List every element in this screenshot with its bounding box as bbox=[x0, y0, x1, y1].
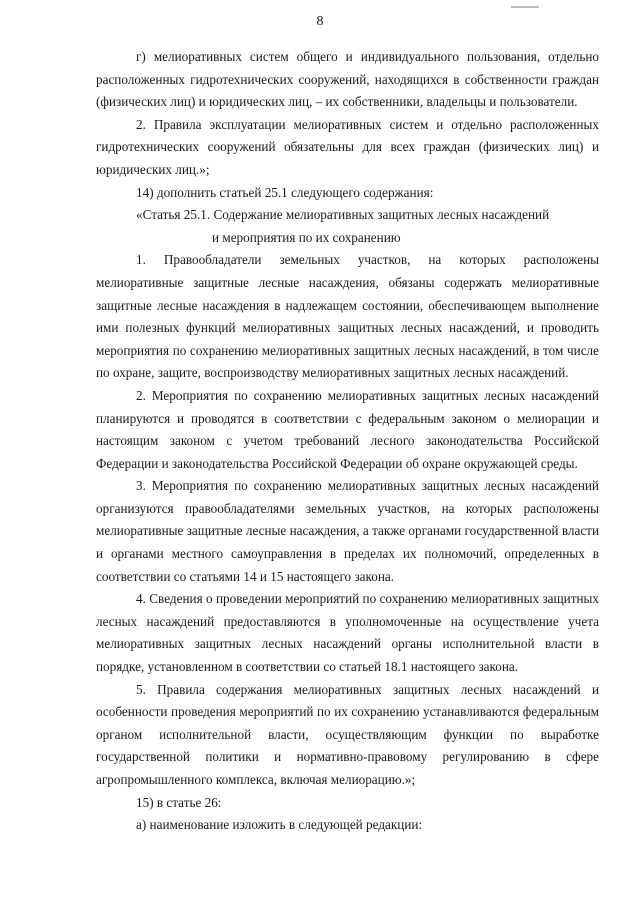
article-title-line-1: «Статья 25.1. Содержание мелиоративных защитных лесных насаждений bbox=[136, 207, 550, 223]
paragraph-rules-exploitation: 2. Правила эксплуатации мелиоративных систем и отдельно расположенных гидротехнических сооружений обязательны для всех граждан (физических лиц) и юридических лиц.»; bbox=[96, 116, 599, 177]
paragraph-clause-1: 1. Правообладатели земельных участков, на которых расположены мелиоративные защитные лесные насаждения, обязаны содержать мелиоративные защитные лесные насаждения в надлежащем состоянии, обеспечивающем выполнение ими полезных функций мелиоративных защитных лесных насаждений, и проводить мероприятия по сохранению мелиоративных защитных лесных насаждений, в том числе по охране, защите, воспроизводству мелиоративных защитных лесных насаждений. bbox=[96, 252, 599, 381]
page-number: 8 bbox=[316, 14, 324, 29]
paragraph-amendment-14: 14) дополнить статьей 25.1 следующего содержания: bbox=[136, 184, 434, 200]
paragraph-clause-2: 2. Мероприятия по сохранению мелиоративных защитных лесных насаждений планируются и проводятся в соответствии с федеральным законом о мелиорации и настоящим законом с учетом требований лесного законодательства Российской Федерации и законодательства Российской Федерации об охране окружающей среды. bbox=[96, 387, 599, 471]
document-body bbox=[96, 46, 599, 837]
paragraph-amendment-15a: а) наименование изложить в следующей редакции: bbox=[136, 817, 423, 833]
scan-artifact bbox=[511, 6, 539, 8]
paragraph-item-g: г) мелиоративных систем общего и индивидуального пользования, отдельно расположенных гидротехнических сооружений, находящихся в собственности граждан (физических лиц) и юридических лиц, – их собственники, владельцы и пользователи. bbox=[96, 49, 599, 110]
paragraph-clause-5: 5. Правила содержания мелиоративных защитных лесных насаждений и особенности проведения мероприятий по их сохранению устанавливаются федеральным органом исполнительной власти, осуществляющим функции по выработке государственной политики и нормативно-правовому регулированию в сфере агропромышленного комплекса, включая мелиорацию.»; bbox=[96, 681, 599, 787]
paragraph-clause-3: 3. Мероприятия по сохранению мелиоративных защитных лесных насаждений организуются правообладателями земельных участков, на которых расположены мелиоративные защитные лесные насаждения, а также органами государственной власти и органами местного самоуправления в пределах их полномочий, определенных в соответствии со статьями 14 и 15 настоящего закона. bbox=[96, 478, 599, 584]
paragraph-clause-4: 4. Сведения о проведении мероприятий по сохранению мелиоративных защитных лесных насаждений предоставляются в уполномоченные на осуществление учета мелиоративных защитных лесных насаждений органы исполнительной власти в порядке, установленном в соответствии со статьей 18.1 настоящего закона. bbox=[96, 591, 599, 675]
paragraph-amendment-15: 15) в статье 26: bbox=[136, 794, 222, 810]
article-title-line-2: и мероприятия по их сохранению bbox=[212, 229, 401, 245]
